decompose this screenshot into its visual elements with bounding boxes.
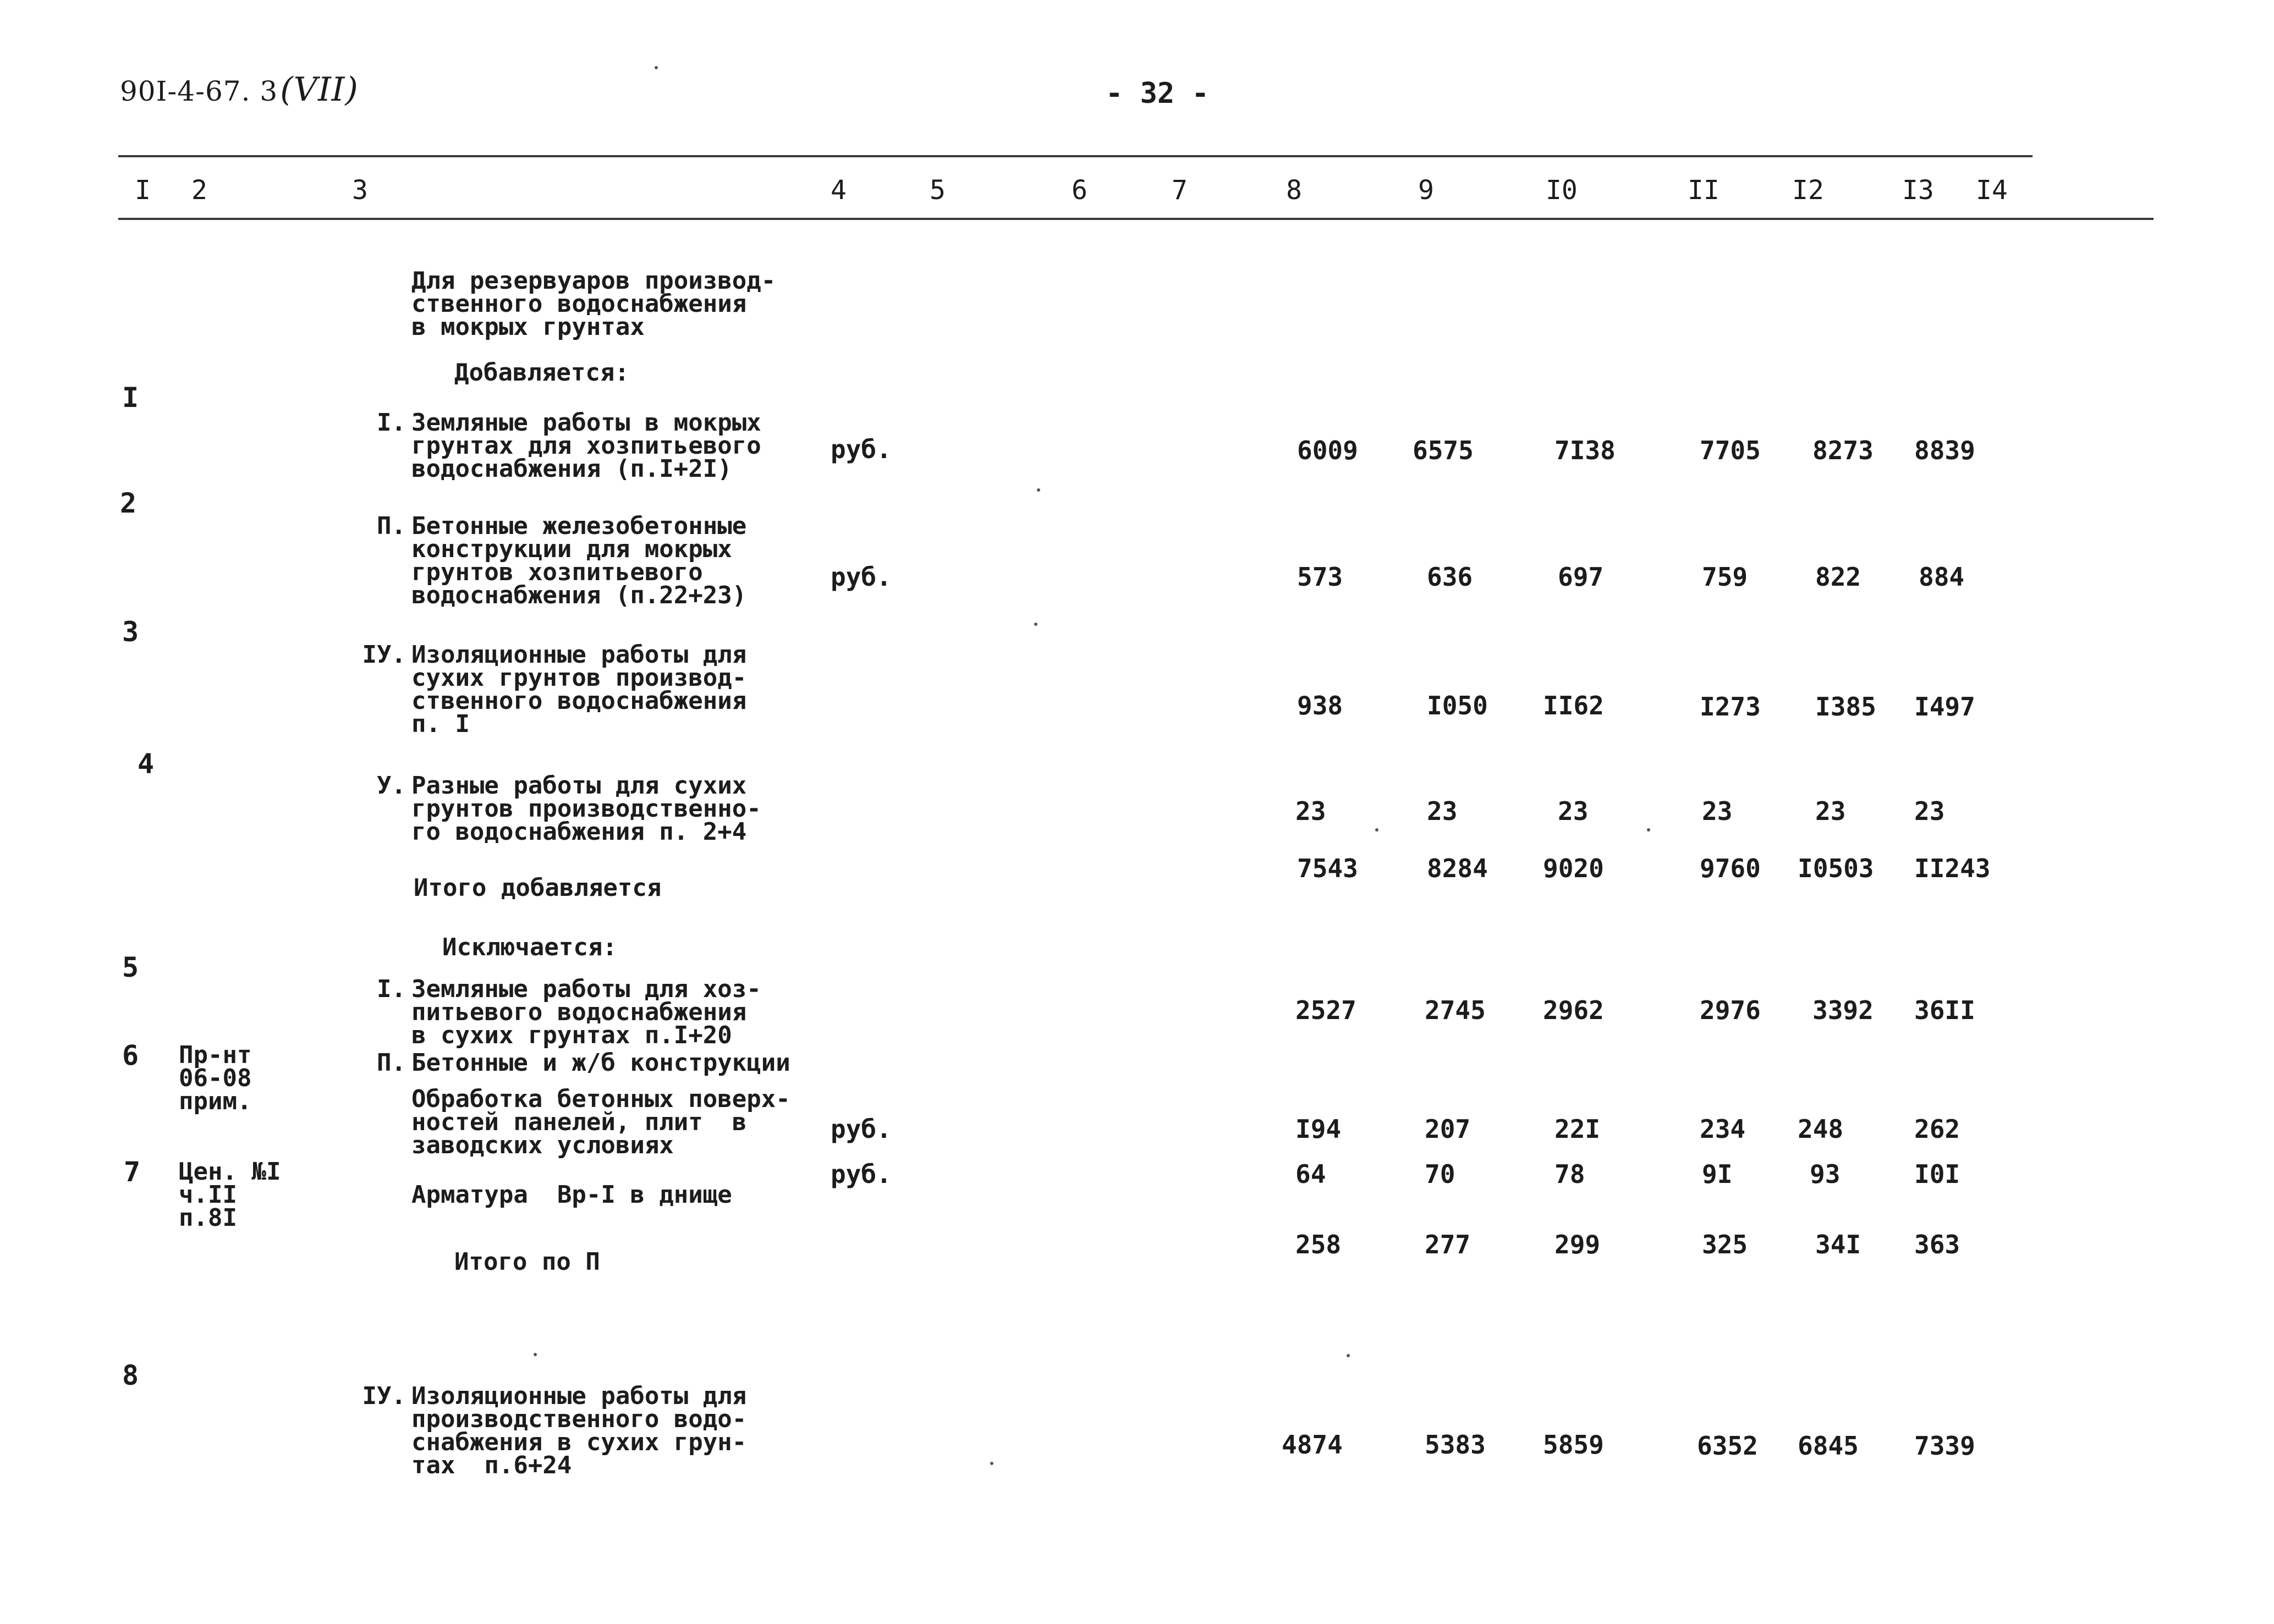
row-value-col10: 5859 bbox=[1543, 1430, 1604, 1460]
total-value-col10: 9020 bbox=[1543, 854, 1604, 883]
row-value-col11: 7705 bbox=[1700, 436, 1761, 465]
col-header-1: I bbox=[135, 175, 151, 206]
col-header-10: I0 bbox=[1546, 175, 1578, 206]
section-marker: I. bbox=[376, 975, 406, 1003]
total-value-col9: 8284 bbox=[1427, 854, 1488, 883]
row-value-col11: 759 bbox=[1702, 562, 1748, 592]
col-header-3: 3 bbox=[352, 175, 368, 206]
row-unit: руб. bbox=[831, 434, 892, 464]
row-value-col12: I385 bbox=[1815, 692, 1876, 722]
col-header-9: 9 bbox=[1418, 175, 1434, 206]
row-value-col12: 248 bbox=[1798, 1114, 1844, 1144]
col-header-7: 7 bbox=[1172, 175, 1188, 206]
row-value-col11: 6352 bbox=[1697, 1431, 1758, 1461]
scan-speck bbox=[1037, 488, 1040, 492]
row-reference: Цен. №I ч.II п.8I bbox=[179, 1158, 281, 1232]
row-value-col12: 8273 bbox=[1812, 436, 1874, 465]
row-description-text: Земляные работы в мокрых грунтах для хозпитьевого водоснабжения (п.I+2I) bbox=[411, 409, 761, 483]
row-value-col13: 884 bbox=[1919, 562, 1965, 592]
row-value-col13: 262 bbox=[1914, 1114, 1960, 1144]
total-ii-value-col8: 258 bbox=[1295, 1230, 1342, 1259]
intro-text-body: Для резервуаров производ- ственного водоснабжения в мокрых грунтах bbox=[411, 267, 776, 341]
row-description-text: Изоляционные работы для сухих грунтов производ- ственного водоснабжения п. I bbox=[411, 641, 747, 738]
page-number: - 32 - bbox=[1106, 77, 1209, 110]
row-value-col9: I050 bbox=[1427, 691, 1488, 720]
row-value-col13: 23 bbox=[1914, 796, 1945, 826]
scan-speck bbox=[1034, 623, 1037, 626]
row-number: 8 bbox=[122, 1359, 139, 1391]
row-number: 2 bbox=[120, 487, 137, 519]
row-number: 5 bbox=[122, 951, 139, 983]
row-value-col11: 234 bbox=[1700, 1114, 1746, 1144]
total-section-ii-text: Итого по П bbox=[454, 1248, 600, 1276]
total-ii-value-col12: 34I bbox=[1815, 1230, 1861, 1259]
row-value-col12: 23 bbox=[1815, 796, 1846, 826]
table-header-rule bbox=[118, 218, 2154, 220]
row-value-col9: 23 bbox=[1427, 796, 1458, 826]
total-value-col13: II243 bbox=[1914, 854, 1991, 883]
row-value-col8: 4874 bbox=[1282, 1430, 1343, 1460]
row-description-text: Изоляционные работы для производственного водо- снабжения в сухих грун- тах п.6+24 bbox=[411, 1382, 747, 1479]
row-value-col12: 93 bbox=[1810, 1159, 1841, 1189]
row-value-col13: 36II bbox=[1914, 995, 1975, 1025]
total-ii-value-col10: 299 bbox=[1555, 1230, 1601, 1259]
row-value-col9: 2745 bbox=[1425, 995, 1486, 1025]
handwritten-annotation: (VII) bbox=[280, 70, 359, 109]
doc-code-text: 90I-4-67. 3 bbox=[120, 75, 278, 107]
row-value-col10: 697 bbox=[1558, 562, 1604, 592]
row-value-col12: 6845 bbox=[1798, 1431, 1859, 1461]
row-value-col11: 9I bbox=[1702, 1159, 1733, 1189]
col-header-4: 4 bbox=[831, 175, 847, 206]
section-title-text: Бетонные и ж/б конструкции bbox=[411, 1049, 790, 1077]
scan-speck bbox=[655, 66, 658, 69]
row-value-col10: 7I38 bbox=[1555, 436, 1616, 465]
added-heading-text: Добавляется: bbox=[454, 359, 629, 387]
total-value-col11: 9760 bbox=[1700, 854, 1761, 883]
row-description-text: Арматура Вр-I в днище bbox=[411, 1181, 732, 1209]
scan-speck bbox=[1647, 828, 1650, 832]
row-value-col9: 207 bbox=[1425, 1114, 1471, 1144]
row-value-col13: I0I bbox=[1914, 1159, 1960, 1189]
row-value-col13: 7339 bbox=[1914, 1431, 1975, 1461]
row-description-text: Земляные работы для хоз- питьевого водоснабжения в сухих грунтах п.I+20 bbox=[411, 975, 761, 1049]
row-description-text: Обработка бетонных поверх- ностей панелей, плит в заводских условиях bbox=[411, 1085, 790, 1159]
col-header-8: 8 bbox=[1286, 175, 1302, 206]
row-description bbox=[303, 388, 798, 504]
scan-speck bbox=[1347, 1354, 1350, 1357]
scan-speck bbox=[990, 1462, 993, 1465]
section-marker: IУ. bbox=[362, 1382, 406, 1410]
row-value-col11: 23 bbox=[1702, 796, 1733, 826]
col-header-14: I4 bbox=[1976, 175, 2008, 206]
row-value-col10: 2962 bbox=[1543, 995, 1604, 1025]
total-value-col8: 7543 bbox=[1297, 854, 1358, 883]
row-value-col11: 2976 bbox=[1700, 995, 1761, 1025]
row-description bbox=[303, 1362, 798, 1500]
section-marker: П. bbox=[376, 512, 406, 540]
row-description bbox=[303, 492, 798, 630]
row-description bbox=[303, 1160, 798, 1230]
row-number: 3 bbox=[122, 616, 139, 648]
row-value-col12: 3392 bbox=[1812, 995, 1874, 1025]
row-value-col9: 70 bbox=[1425, 1159, 1455, 1189]
col-header-2: 2 bbox=[191, 175, 207, 206]
row-value-col8: I94 bbox=[1295, 1114, 1342, 1144]
row-description-text: Бетонные железобетонные конструкции для мокрых грунтов хозпитьевого водоснабжения (п.22+23) bbox=[411, 512, 747, 609]
row-description bbox=[303, 751, 798, 867]
row-value-col10: II62 bbox=[1543, 691, 1604, 720]
row-description-text: Разные работы для сухих грунтов производственно- го водоснабжения п. 2+4 bbox=[411, 772, 761, 846]
row-number: 6 bbox=[122, 1039, 139, 1071]
total-section-ii-label bbox=[303, 1227, 798, 1297]
row-value-col13: 8839 bbox=[1914, 436, 1975, 465]
row-value-col11: I273 bbox=[1700, 692, 1761, 722]
col-header-13: I3 bbox=[1902, 175, 1934, 206]
scan-speck bbox=[534, 1353, 537, 1356]
total-ii-value-col9: 277 bbox=[1425, 1230, 1471, 1259]
total-ii-value-col11: 325 bbox=[1702, 1230, 1748, 1259]
total-added-text: Итого добавляется bbox=[413, 874, 662, 902]
section-marker: IУ. bbox=[362, 641, 406, 669]
row-unit: руб. bbox=[831, 1114, 892, 1144]
excluded-heading-text: Исключается: bbox=[442, 933, 617, 961]
total-ii-value-col13: 363 bbox=[1914, 1230, 1960, 1259]
row-value-col8: 6009 bbox=[1297, 436, 1358, 465]
row-value-col9: 636 bbox=[1427, 562, 1473, 592]
row-unit: руб. bbox=[831, 562, 892, 592]
section-marker: У. bbox=[376, 772, 406, 800]
row-value-col10: 22I bbox=[1555, 1114, 1601, 1144]
row-value-col9: 6575 bbox=[1413, 436, 1474, 465]
row-number: 7 bbox=[124, 1156, 141, 1188]
row-description bbox=[303, 620, 798, 759]
col-header-5: 5 bbox=[930, 175, 946, 206]
col-header-6: 6 bbox=[1072, 175, 1087, 206]
row-value-col13: I497 bbox=[1914, 692, 1975, 722]
table-top-rule bbox=[118, 155, 2033, 157]
row-number: I bbox=[122, 382, 139, 414]
row-value-col12: 822 bbox=[1815, 562, 1861, 592]
row-value-col8: 2527 bbox=[1295, 995, 1356, 1025]
section-marker: I. bbox=[376, 409, 406, 437]
row-value-col8: 938 bbox=[1297, 691, 1343, 720]
col-header-12: I2 bbox=[1792, 175, 1824, 206]
row-value-col8: 573 bbox=[1297, 562, 1343, 592]
section-marker: П. bbox=[376, 1049, 406, 1077]
row-value-col10: 23 bbox=[1558, 796, 1589, 826]
scan-speck bbox=[1375, 828, 1378, 832]
row-unit: руб. bbox=[831, 1159, 892, 1189]
row-value-col8: 23 bbox=[1295, 796, 1326, 826]
row-value-col9: 5383 bbox=[1425, 1430, 1486, 1460]
row-value-col10: 78 bbox=[1555, 1159, 1585, 1189]
row-reference: Пр-нт 06-08 прим. bbox=[179, 1041, 252, 1115]
row-number: 4 bbox=[138, 748, 155, 780]
total-value-col12: I0503 bbox=[1798, 854, 1874, 883]
col-header-11: II bbox=[1688, 175, 1720, 206]
row-value-col8: 64 bbox=[1295, 1159, 1326, 1189]
document-code bbox=[120, 70, 359, 109]
